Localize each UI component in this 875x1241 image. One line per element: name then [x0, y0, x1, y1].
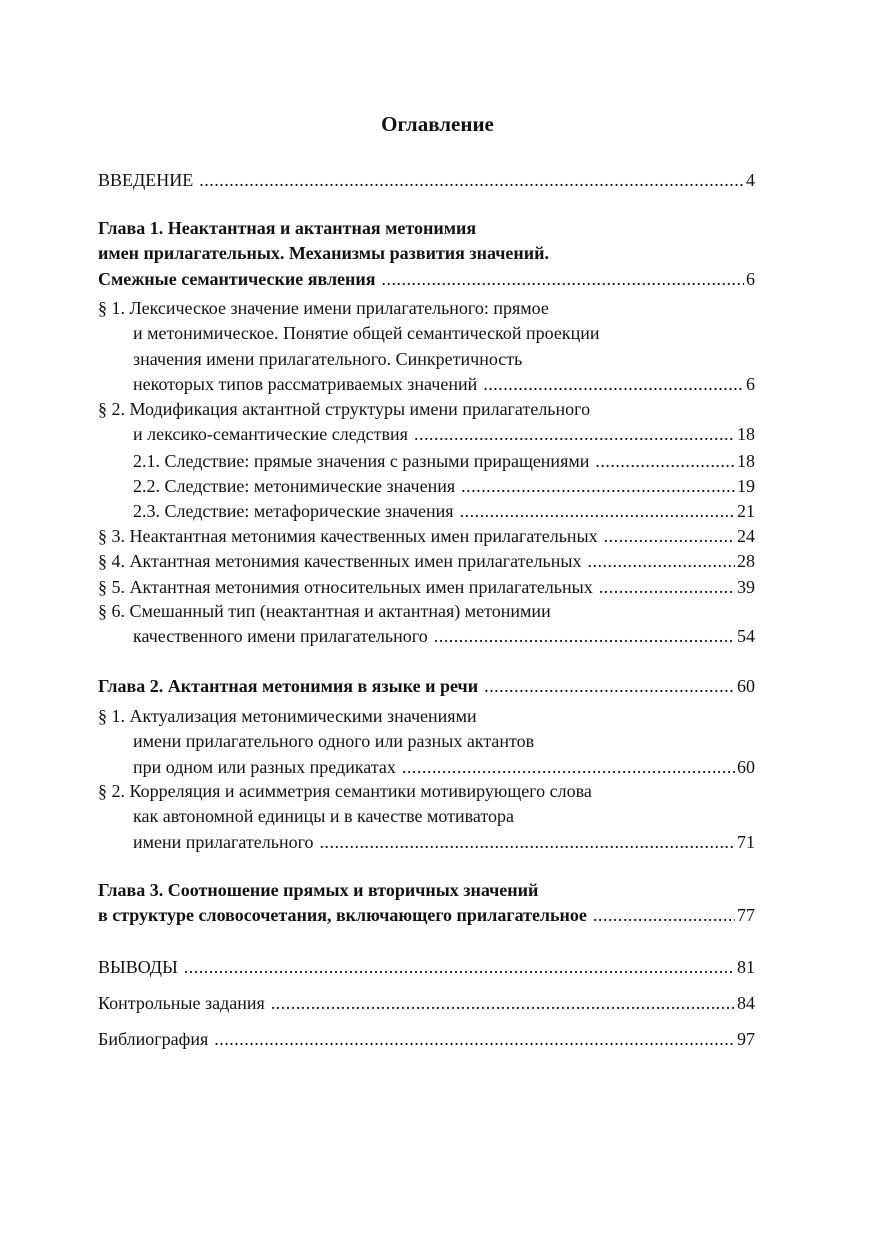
page-number: 4 — [746, 170, 755, 190]
toc-entry-text: Глава 3. Соотношение прямых и вторичных значений — [98, 880, 539, 900]
page-number: 39 — [737, 577, 755, 597]
toc-entry-text: 2.3. Следствие: метафорические значения — [133, 501, 454, 521]
dot-leader — [402, 755, 735, 780]
dot-leader — [599, 575, 735, 600]
toc-entry-line — [98, 422, 755, 447]
toc-entry-text: ВЫВОДЫ — [98, 957, 178, 977]
dot-leader — [604, 524, 735, 549]
toc-entry-line — [98, 878, 755, 903]
page-number: 60 — [737, 756, 755, 777]
toc-entry-line — [98, 599, 755, 624]
toc-entry-text: § 4. Актантная метонимия качественных имен прилагательных — [98, 551, 582, 571]
toc-entry-text: § 1. Актуализация метонимическими значениями — [98, 706, 477, 726]
toc-entry-text: Библиография — [98, 1029, 209, 1049]
toc-entry-text: 2.1. Следствие: прямые значения с разными приращениями — [133, 451, 590, 471]
dot-leader — [214, 1027, 735, 1052]
toc-entry-text: Глава 1. Неактантная и актантная метонимия — [98, 218, 477, 238]
toc-entry-line — [98, 1027, 755, 1052]
dot-leader — [593, 903, 735, 928]
toc-entry-line — [98, 755, 755, 780]
toc-entry-text: как автономной единицы и в качестве мотиватора — [133, 806, 515, 827]
toc-entry-text: Смежные семантические явления — [98, 268, 376, 289]
toc-entry-line — [98, 474, 755, 499]
toc-entry[interactable] — [98, 599, 755, 650]
toc-entry-line — [98, 499, 755, 524]
toc-entry-line — [98, 575, 755, 600]
toc-entry-line — [98, 830, 755, 855]
toc-entry-text: Глава 2. Актантная метонимия в языке и речи — [98, 676, 479, 696]
toc-entry-line — [98, 903, 755, 928]
toc-entry[interactable] — [98, 474, 755, 499]
toc-entry-text: Контрольные задания — [98, 993, 265, 1013]
toc-entry-line — [98, 955, 755, 980]
page-number: 84 — [737, 993, 755, 1013]
toc-entry-line — [98, 524, 755, 549]
toc-entry-text: § 5. Актантная метонимия относительных имен прилагательных — [98, 577, 593, 597]
toc-entry-text: § 1. Лексическое значение имени прилагательного: прямое — [98, 298, 549, 318]
toc-entry-line — [98, 241, 755, 266]
toc-entry[interactable] — [98, 575, 755, 600]
toc-entry-text: ВВЕДЕНИЕ — [98, 170, 194, 190]
toc-entry[interactable] — [98, 296, 755, 397]
toc-entry-text: § 3. Неактантная метонимия качественных имен прилагательных — [98, 526, 598, 546]
toc-entry-line — [98, 296, 755, 321]
page-number: 6 — [746, 373, 755, 394]
dot-leader — [595, 449, 735, 474]
dot-leader — [414, 422, 735, 447]
dot-leader — [460, 499, 735, 524]
dot-leader — [461, 474, 735, 499]
toc-entry[interactable] — [98, 549, 755, 574]
toc-entry-line — [98, 779, 755, 804]
toc-entry[interactable] — [98, 955, 755, 980]
toc-entry-text: имен прилагательных. Механизмы развития значений. — [98, 243, 550, 264]
page-number: 54 — [737, 626, 755, 647]
dot-leader — [184, 955, 735, 980]
page-number: 19 — [737, 476, 755, 496]
toc-entry-line — [98, 704, 755, 729]
toc-entry-line — [98, 397, 755, 422]
toc-entry-line — [98, 674, 755, 699]
toc-entry[interactable] — [98, 499, 755, 524]
toc-entry-text: и метонимическое. Понятие общей семантической проекции — [133, 323, 600, 344]
toc-entry-text: и лексико-семантические следствия — [133, 424, 408, 445]
toc-entry-text: при одном или разных предикатах — [133, 756, 396, 777]
toc-entry-line — [98, 729, 755, 754]
page-number: 71 — [737, 831, 755, 852]
toc-entry-text: значения имени прилагательного. Синкретичность — [133, 348, 523, 369]
page-number: 97 — [737, 1029, 755, 1049]
page-title: Оглавление — [381, 112, 494, 136]
toc-entry-text: § 2. Корреляция и асимметрия семантики мотивирующего слова — [98, 781, 592, 801]
toc-entry-text: качественного имени прилагательного — [133, 626, 428, 647]
page-number: 24 — [737, 526, 755, 546]
toc-entry[interactable] — [98, 878, 755, 929]
toc-entry[interactable] — [98, 168, 755, 193]
toc-entry[interactable] — [98, 991, 755, 1016]
page-number: 28 — [737, 551, 755, 571]
toc-entry-text: § 2. Модификация актантной структуры имени прилагательного — [98, 399, 591, 419]
toc-entry[interactable] — [98, 216, 755, 292]
toc-entry-text: 2.2. Следствие: метонимические значения — [133, 476, 456, 496]
toc-entry-line — [98, 321, 755, 346]
page-number: 60 — [737, 676, 755, 696]
toc-entry-text: § 6. Смешанный тип (неактантная и актантная) метонимии — [98, 601, 551, 621]
dot-leader — [484, 674, 735, 699]
toc-entry-line — [98, 991, 755, 1016]
dot-leader — [483, 372, 744, 397]
toc-entry-line — [98, 624, 755, 649]
page-number: 18 — [737, 451, 755, 471]
dot-leader — [199, 168, 744, 193]
toc-entry-line — [98, 168, 755, 193]
page-number: 81 — [737, 957, 755, 977]
toc-entry[interactable] — [98, 397, 755, 448]
dot-leader — [320, 830, 735, 855]
dot-leader — [382, 267, 744, 292]
toc-entry-text: имени прилагательного одного или разных актантов — [133, 731, 535, 752]
toc-entry[interactable] — [98, 704, 755, 780]
toc-entry-line — [98, 216, 755, 241]
page-number: 77 — [737, 905, 755, 926]
toc-entry-text: в структуре словосочетания, включающего прилагательное — [98, 905, 587, 926]
dot-leader — [587, 549, 735, 574]
page-number: 18 — [737, 424, 755, 445]
toc-entry[interactable] — [98, 524, 755, 549]
toc-entry-line — [98, 372, 755, 397]
toc-entry[interactable] — [98, 779, 755, 855]
toc-entry-line — [98, 549, 755, 574]
dot-leader — [434, 624, 735, 649]
toc-entry[interactable] — [98, 449, 755, 474]
toc-entry-text: имени прилагательного — [133, 831, 314, 852]
dot-leader — [271, 991, 735, 1016]
toc-entry-text: некоторых типов рассматриваемых значений — [133, 373, 478, 394]
toc-entry[interactable] — [98, 1027, 755, 1052]
page-number: 6 — [746, 268, 755, 289]
toc-entry[interactable] — [98, 674, 755, 699]
toc-entry-line — [98, 267, 755, 292]
toc-entry-line — [98, 449, 755, 474]
toc-entry-line — [98, 347, 755, 372]
toc-entry-line — [98, 804, 755, 829]
page-number: 21 — [737, 501, 755, 521]
